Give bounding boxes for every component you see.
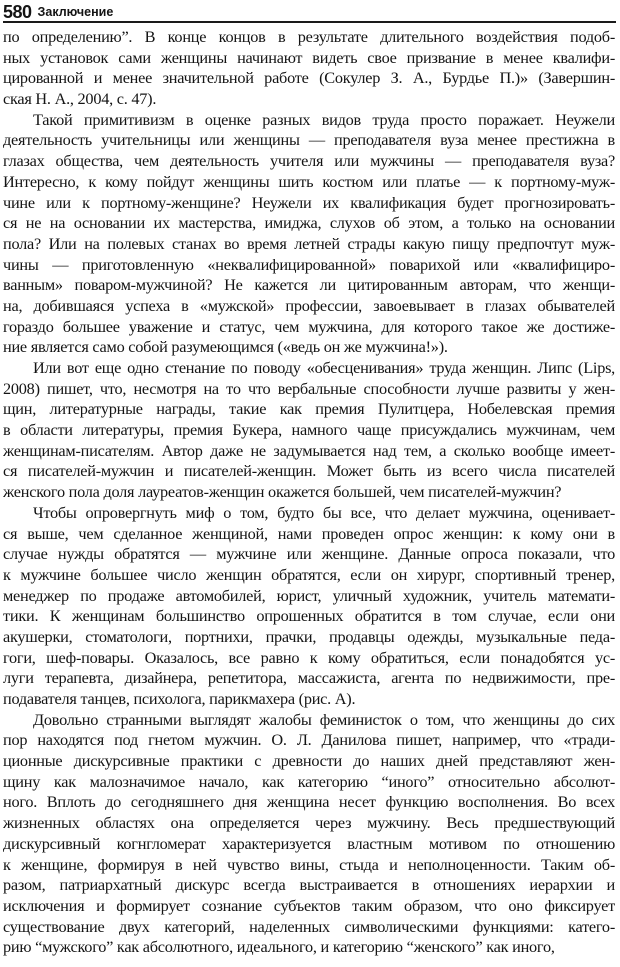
paragraph bbox=[3, 358, 615, 503]
text-line: глазах общества, чем деятельность учителя или мужчины — преподавателя вуза? bbox=[3, 151, 615, 171]
text-line: Интересно, к кому пойдут женщины шить костюм или платье — к портному-муж- bbox=[3, 171, 615, 191]
text-line: ционные дискурсивные практики с древности до наших дней представляют жен- bbox=[3, 751, 615, 771]
text-line: женщинам-писателям. Автор даже не задумывается над тем, а сколько вообще имеет- bbox=[3, 440, 615, 460]
chapter-title: Заключение bbox=[37, 5, 114, 19]
text-line: подавателя танцев, психолога, парикмахера (рис. А). bbox=[3, 689, 356, 708]
text-line: исключения и формирует сознание субъектов таким образом, что оно фиксирует bbox=[3, 895, 615, 915]
text-line: ного. Вплоть до сегодняшнего дня женщина несет функцию восполнения. Во всех bbox=[3, 792, 615, 812]
text-line: ся выше, чем сделанное женщиной, нами проведен опрос женщин: к кому они в bbox=[3, 523, 615, 543]
paragraph bbox=[3, 27, 615, 110]
body-text bbox=[3, 27, 615, 958]
paragraph bbox=[3, 503, 615, 710]
text-line: чины — приготовленную «неквалифицированной» поварихой или «квалифициро- bbox=[3, 254, 615, 274]
text-line: к мужчине большее число женщин обратятся, если он хирург, спортивный тренер, bbox=[3, 564, 615, 584]
paragraph bbox=[3, 110, 615, 358]
text-line: ние является само собой разумеющимся («ведь он же мужчина!»). bbox=[3, 337, 448, 357]
text-line: цированной и менее значительной работе (Сокулер З. А., Бурдье П.)» (Завершин- bbox=[3, 68, 615, 88]
text-line: чине или к портному-женщине? Неужели их квалификация будет прогнозировать- bbox=[3, 192, 615, 212]
text-line: Или вот еще одно стенание по поводу «обесценивания» труда женщин. Липс (Lips, bbox=[33, 358, 615, 377]
page-number: 580 bbox=[3, 2, 32, 22]
text-line: в области литературы, премия Букера, намного чаще присуждались мужчинам, чем bbox=[3, 420, 615, 440]
text-line: существование двух категорий, наделенных символическими функциями: катего- bbox=[3, 916, 615, 936]
text-line: рию “мужского” как абсолютного, идеального, и категорию “женского” как иного, bbox=[3, 937, 555, 957]
text-line: менеджер по продаже автомобилей, юрист, уличный художник, учитель математи- bbox=[3, 585, 615, 605]
text-line: щину как малозначимое начало, как категорию “иного” относительно абсолют- bbox=[3, 771, 615, 791]
text-line: ных установок сами женщины начинают видеть свое призвание в менее квалифи- bbox=[3, 47, 615, 67]
text-line: ся писателей-мужчин и писателей-женщин. Может быть из всего числа писателей bbox=[3, 461, 615, 481]
text-line: щин, литературные награды, такие как премия Пулитцера, Нобелевская премия bbox=[3, 399, 615, 419]
text-line: луги терапевта, дизайнера, репетитора, массажиста, агента по недвижимости, пре- bbox=[3, 668, 615, 688]
text-line: Довольно странными выглядят жалобы феминисток о том, что женщины до сих bbox=[33, 709, 615, 729]
text-line: Такой примитивизм в оценке разных видов труда просто поражает. Неужели bbox=[33, 109, 615, 129]
text-line: разом, патриархатный дискурс всегда выстраивается в отношениях иерархии и bbox=[3, 875, 615, 895]
text-line: к женщине, формируя в ней чувство вины, стыда и неполноценности. Таким об- bbox=[3, 854, 615, 874]
text-line: случае нужды обратятся — мужчине или женщине. Данные опроса показали, что bbox=[3, 544, 615, 564]
text-line: тики. К женщинам большинство опрошенных обратится в том случае, если они bbox=[3, 606, 615, 626]
text-line: женского пола доля лауреатов-женщин окажется большей, чем писателей-мужчин? bbox=[3, 482, 562, 502]
text-line: ся не на основании их мастерства, имиджа, слухов об этом, а только на основании bbox=[3, 213, 615, 233]
text-line: пола? Или на полевых станах во время летней страды какую пищу предпочтут муж- bbox=[3, 233, 615, 253]
text-line: гораздо большее уважение и статус, чем мужчина, для которого такое же достиже- bbox=[3, 316, 615, 336]
text-line: по определению”. В конце концов в результате длительного воздействия подоб- bbox=[3, 27, 615, 46]
text-line: акушерки, стоматологи, портнихи, прачки, продавцы одежды, музыкальные педа- bbox=[3, 626, 615, 646]
text-line: деятельность учительницы или женщины — преподавателя вуза менее престижна в bbox=[3, 130, 615, 150]
text-line: 2008) пишет, что, несмотря на то что вербальные способности лучше развиты у жен- bbox=[3, 378, 615, 398]
text-line: на, добившаяся успеха в «мужской» профессии, завоевывает в глазах обывателей bbox=[3, 295, 615, 315]
text-line: дискурсивный когнгломерат характеризуется властным мотивом по отношению bbox=[3, 833, 615, 853]
text-line: Чтобы опровергнуть миф о том, будто бы все, что делает мужчина, оценивает- bbox=[33, 502, 615, 522]
text-line: гоги, шеф-повары. Оказалось, все равно к кому обратиться, если понадобятся ус- bbox=[3, 647, 615, 667]
text-line: ская Н. А., 2004, с. 47). bbox=[3, 89, 157, 109]
paragraph bbox=[3, 710, 615, 958]
text-line: ванным» поваром-мужчиной? Не кажется ли цитированным авторам, что женщи- bbox=[3, 275, 615, 295]
text-line: жизненных областях она определяется через мужчину. Весь предшествующий bbox=[3, 813, 615, 833]
text-line: пор находятся под гнетом мужчин. О. Л. Данилова пишет, например, что «тради- bbox=[3, 730, 615, 750]
running-header bbox=[3, 1, 616, 23]
